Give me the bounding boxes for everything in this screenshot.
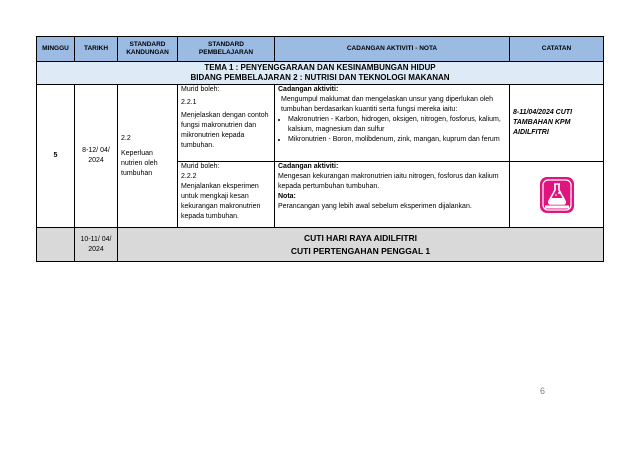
- sk-text: Keperluan nutrien oleh tumbuhan: [121, 149, 158, 177]
- header-row: [37, 37, 604, 62]
- header-tarikh: TARIKH: [75, 37, 118, 62]
- standard-pembelajaran-1: [178, 85, 275, 162]
- holiday-text: [118, 228, 604, 262]
- sp1-text: Menjelaskan dengan contoh fungsi makronutrien dan mikronutrien kepada tumbuhan.: [181, 112, 269, 149]
- sp1-intro: Murid boleh:: [181, 86, 220, 93]
- activity-1-bullets: [278, 115, 506, 145]
- catatan-note: 8-11/04/2024 CUTI TAMBAHAN KPM AIDILFITRI: [510, 85, 604, 162]
- theme-row: [37, 62, 604, 85]
- theme-title: TEMA 1 : PENYENGGARAAN DAN KESINAMBUNGAN HIDUP: [204, 63, 436, 72]
- sk-code: 2.2: [121, 134, 131, 142]
- week-number: 5: [37, 85, 75, 228]
- holiday-line-2: CUTI PERTENGAHAN PENGGAL 1: [290, 245, 431, 256]
- header-cadangan: CADANGAN AKTIVITI - NOTA: [275, 37, 510, 62]
- sp2-text: Menjalankan eksperimen untuk mengkaji kesan kekurangan makronutrien kepada tumbuhan.: [181, 183, 261, 220]
- activity-2: [275, 162, 510, 228]
- standard-kandungan-cell: [118, 85, 178, 228]
- list-item: • Mikronutrien - Boron, molibdenum, zink, mangan, kuprum dan ferum: [288, 135, 506, 145]
- theme-learning-area: BIDANG PEMBELAJARAN 2 : NUTRISI DAN TEKNOLOGI MAKANAN: [190, 73, 450, 82]
- activity-1: [275, 85, 510, 162]
- activity-1-label: Cadangan aktiviti:: [278, 86, 339, 93]
- header-catatan: CATATAN: [510, 37, 604, 62]
- week-row-1: [37, 85, 604, 162]
- activity-2-nota-text: Perancangan yang lebih awal sebelum eksperimen dijalankan.: [278, 203, 472, 210]
- holiday-date: 10-11/ 04/ 2024: [75, 228, 118, 262]
- standard-pembelajaran-2: [178, 162, 275, 228]
- activity-2-label: Cadangan aktiviti:: [278, 163, 339, 170]
- sp2-intro: Murid boleh:: [181, 163, 220, 170]
- activity-2-text: Mengesan kekurangan makronutrien iaitu nitrogen, fosforus dan kalium kepada pertumbuhan tumbuhan.: [278, 173, 499, 190]
- sp2-code: 2.2.2: [181, 173, 197, 180]
- week-date: 8-12/ 04/ 2024: [75, 85, 118, 228]
- theme-cell: [37, 62, 604, 85]
- list-item: • Makronutrien - Karbon, hidrogen, oksigen, nitrogen, fosforus, kalium, kalsium, magnesium dan sulfur: [288, 115, 506, 135]
- activity-2-nota-label: Nota:: [278, 193, 296, 200]
- header-standard-kandungan: STANDARD KANDUNGAN: [118, 37, 178, 62]
- header-minggu: MINGGU: [37, 37, 75, 62]
- catatan-icon-cell: [510, 162, 604, 228]
- page-number: 6: [540, 386, 546, 396]
- lesson-plan-table: [36, 36, 604, 262]
- holiday-line-1: CUTI HARI RAYA AIDILFITRI: [303, 232, 418, 243]
- holiday-row: [37, 228, 604, 262]
- experiment-flask-icon: [539, 176, 575, 214]
- activity-1-text: Mengumpul maklumat dan mengelaskan unsur yang diperlukan oleh tumbuhan berdasarkan kuantiti serta fungsi mereka iaitu:: [281, 96, 494, 113]
- sp1-code: 2.2.1: [181, 99, 197, 106]
- holiday-week: [37, 228, 75, 262]
- header-standard-pembelajaran: STANDARD PEMBELAJARAN: [178, 37, 275, 62]
